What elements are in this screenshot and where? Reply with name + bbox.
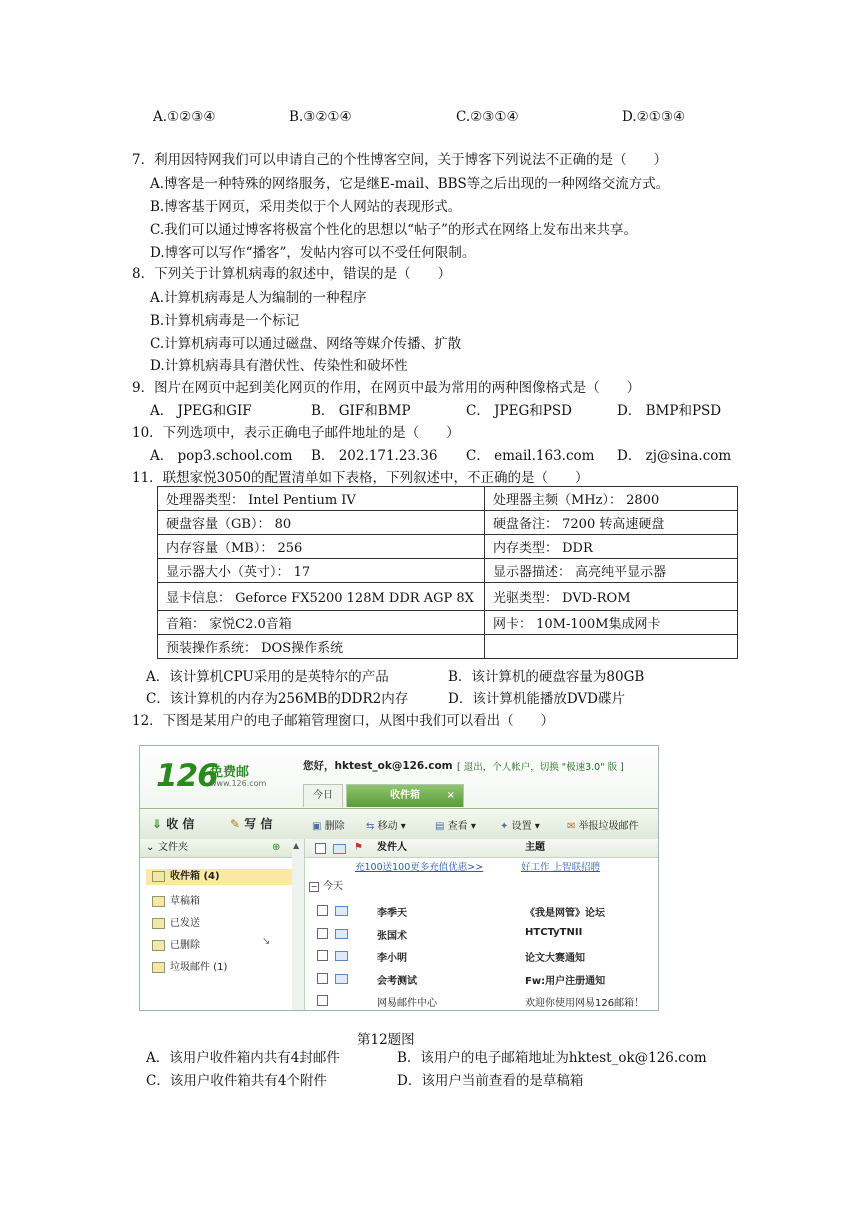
mail-logo-text: 免费邮: [210, 765, 250, 780]
folder-header: [140, 839, 292, 858]
q10-option-a: A． pop3.school.com: [150, 448, 293, 464]
view-icon: ▤: [435, 821, 445, 832]
table-row: [158, 535, 738, 559]
drafts-icon: [152, 896, 165, 907]
flag-icon[interactable]: ⚑: [354, 842, 363, 853]
table-row: [158, 583, 738, 611]
row-subject: Fw:用户注册通知: [525, 976, 606, 987]
spec-cell: [485, 635, 738, 659]
move-label: 移动: [377, 821, 398, 832]
sidebar-item-drafts[interactable]: [152, 892, 200, 907]
q11-option-a: A．该计算机CPU采用的是英特尔的产品: [146, 669, 389, 685]
arrow-down-icon: ⇓: [152, 817, 163, 831]
spec-cell: 处理器类型： Intel Pentium IV: [158, 487, 485, 511]
q7-stem: 7．利用因特网我们可以申请自己的个性博客空间，关于博客下列说法不正确的是（ ）: [132, 152, 668, 168]
q8-option-c: C.计算机病毒可以通过磁盘、网络等媒介传播、扩散: [150, 336, 462, 352]
select-all-checkbox[interactable]: [315, 843, 326, 854]
row-checkbox[interactable]: [317, 950, 328, 961]
spec-cell: 处理器主频（MHz）： 2800: [485, 487, 738, 511]
q11-option-d: D．该计算机能播放DVD碟片: [448, 691, 625, 707]
sidebar-item-inbox[interactable]: [146, 869, 292, 885]
q11-option-c: C．该计算机的内存为256MB的DDR2内存: [146, 691, 409, 707]
q9-option-c: C． JPEG和PSD: [466, 403, 572, 419]
mail-logo-url: www.126.com: [210, 779, 267, 788]
spec-cell: 显卡信息： Geforce FX5200 128M DDR AGP 8X: [158, 583, 485, 611]
q9-option-a: A． JPEG和GIF: [150, 403, 252, 419]
job-ad-link[interactable]: 好工作 上智联招聘: [521, 862, 601, 873]
sidebar-item-label: 已删除: [170, 940, 200, 951]
envelope-icon: [335, 951, 348, 961]
tab-today[interactable]: 今日: [303, 784, 343, 807]
view-label: 查看: [447, 821, 468, 832]
envelope-icon: [335, 974, 348, 984]
sidebar-item-spam[interactable]: [152, 958, 227, 973]
table-row: [158, 611, 738, 635]
settings-button[interactable]: ✦ 设置 ▾: [500, 821, 540, 832]
q12-stem: 12．下图是某用户的电子邮箱管理窗口，从图中我们可以看出（ ）: [132, 713, 555, 729]
spec-cell: 内存容量（MB）： 256: [158, 535, 485, 559]
row-checkbox[interactable]: [317, 995, 328, 1006]
inbox-icon: [152, 871, 165, 882]
add-folder-icon[interactable]: ⊕: [272, 842, 281, 853]
q8-stem: 8．下列关于计算机病毒的叙述中，错误的是（ ）: [132, 266, 452, 282]
spec-cell: 硬盘备注： 7200 转高速硬盘: [485, 511, 738, 535]
spec-cell: 光驱类型： DVD-ROM: [485, 583, 738, 611]
q9-option-d: D． BMP和PSD: [617, 403, 722, 419]
q9-option-b: B． GIF和BMP: [311, 403, 411, 419]
table-row: [158, 511, 738, 535]
mail-toolbar: [140, 808, 658, 840]
q11-option-b: B．该计算机的硬盘容量为80GB: [448, 669, 645, 685]
q10-option-c: C． email.163.com: [466, 448, 595, 464]
table-row[interactable]: [305, 967, 658, 989]
sidebar-item-label: 垃圾邮件 (1): [170, 962, 228, 973]
delete-button[interactable]: [312, 817, 345, 832]
spam-icon: [152, 962, 165, 973]
envelope-icon: [335, 906, 348, 916]
q12-option-d: D．该用户当前查看的是草稿箱: [397, 1073, 584, 1089]
q7-option-d: D.博客可以写作“播客”，发帖内容可以不受任何限制。: [150, 245, 476, 261]
trash-icon: ▣: [312, 821, 322, 832]
tab-inbox[interactable]: [346, 784, 464, 807]
q10-option-d: D． zj@sina.com: [617, 448, 732, 464]
row-sender: 李季天: [377, 908, 407, 919]
row-subject: HTCTyTNII: [525, 927, 583, 938]
mailbox-screenshot: [139, 745, 659, 1011]
row-sender: 会考测试: [377, 976, 417, 987]
spec-cell: 内存类型： DDR: [485, 535, 738, 559]
q12-option-c: C．该用户收件箱共有4个附件: [146, 1073, 327, 1089]
q10-option-b: B． 202.171.23.36: [311, 448, 438, 464]
table-row[interactable]: [305, 899, 658, 921]
sidebar-item-sent[interactable]: [152, 914, 200, 929]
table-row[interactable]: [305, 944, 658, 966]
list-header: [305, 839, 658, 858]
row-checkbox[interactable]: [317, 973, 328, 984]
write-label: 写 信: [244, 817, 273, 831]
receive-label: 收 信: [166, 817, 195, 831]
table-row: [158, 487, 738, 511]
q11-stem: 11．联想家悦3050的配置清单如下表格，下列叙述中，不正确的是（ ）: [132, 470, 589, 486]
sent-icon: [152, 918, 165, 929]
write-button[interactable]: [230, 815, 272, 832]
q7-option-c: C.我们可以通过博客将极富个性化的思想以“帖子”的形式在网络上发布出来共享。: [150, 222, 637, 238]
message-list: [305, 839, 658, 1010]
mail-greeting: 您好，hktest_ok@126.com: [303, 760, 453, 772]
q6-option-a: A.①②③④: [153, 109, 216, 125]
table-row: [158, 559, 738, 583]
spec-cell: 显示器描述： 高亮纯平显示器: [485, 559, 738, 583]
spec-cell: 显示器大小（英寸）： 17: [158, 559, 485, 583]
col-subject[interactable]: 主题: [525, 842, 545, 853]
mail-account-links[interactable]: [ 退出，个人帐户，切换 "极速3.0" 版 ]: [457, 762, 624, 773]
spec-cell: 预装操作系统： DOS操作系统: [158, 635, 485, 659]
q12-option-a: A．该用户收件箱内共有4封邮件: [146, 1050, 340, 1066]
folder-sidebar: [140, 839, 293, 1010]
q8-option-b: B.计算机病毒是一个标记: [150, 313, 300, 329]
spec-cell: 硬盘容量（GB）： 80: [158, 511, 485, 535]
folders-title: 文件夹: [158, 842, 188, 853]
table-row: [158, 635, 738, 659]
chevron-down-icon[interactable]: ⌄: [146, 842, 155, 853]
row-subject: 欢迎你使用网易126邮箱！: [525, 998, 645, 1009]
receive-button[interactable]: [152, 815, 194, 832]
sidebar-item-label: 草稿箱: [170, 896, 200, 907]
report-spam-label: 举报垃圾邮件: [578, 821, 639, 832]
row-subject: 论文大赛通知: [525, 953, 585, 964]
move-icon: ⇆: [366, 821, 375, 832]
q7-option-b: B.博客基于网页，采用类似于个人网站的表现形式。: [150, 199, 462, 215]
chevron-up-icon[interactable]: ▲: [293, 841, 300, 850]
table-row[interactable]: [305, 922, 658, 944]
spec-table: [157, 486, 738, 659]
row-subject: 《我是网管》论坛: [525, 908, 605, 919]
move-button[interactable]: ⇆ 移动 ▾: [366, 821, 406, 832]
empty-trash-icon[interactable]: ↘: [262, 936, 271, 947]
figure-caption: 第12题图: [357, 1032, 415, 1048]
report-spam-button[interactable]: [567, 817, 639, 832]
col-sender[interactable]: 发件人: [377, 842, 407, 853]
row-sender: 张国术: [377, 931, 407, 942]
q12-option-b: B．该用户的电子邮箱地址为hktest_ok@126.com: [397, 1050, 707, 1066]
wrench-icon: ✦: [500, 821, 509, 832]
spec-cell: 音箱： 家悦C2.0音箱: [158, 611, 485, 635]
tab-inbox-label: 收件箱: [390, 790, 420, 801]
row-checkbox[interactable]: [317, 905, 328, 916]
q7-option-a: A.博客是一种特殊的网络服务，它是继E-mail、BBS等之后出现的一种网络交流方式。: [150, 176, 670, 192]
q6-option-d: D.②①③④: [622, 109, 686, 125]
sidebar-item-label: 收件箱 (4): [170, 871, 220, 882]
mail-header: [140, 746, 658, 808]
q8-option-d: D.计算机病毒具有潜伏性、传染性和破坏性: [150, 358, 408, 374]
report-icon: ✉: [567, 821, 576, 832]
read-status-icon: [333, 844, 346, 854]
sidebar-scrollbar[interactable]: [292, 839, 305, 1010]
deleted-icon: [152, 940, 165, 951]
q9-stem: 9．图片在网页中起到美化网页的作用，在网页中最为常用的两种图像格式是（ ）: [132, 380, 641, 396]
q8-option-a: A.计算机病毒是人为编制的一种程序: [150, 290, 367, 306]
sidebar-item-deleted[interactable]: [152, 936, 271, 951]
close-icon[interactable]: ×: [446, 790, 455, 801]
spec-cell: 网卡： 10M-100M集成网卡: [485, 611, 738, 635]
row-sender: 李小明: [377, 953, 407, 964]
group-today[interactable]: [309, 877, 343, 892]
q10-stem: 10．下列选项中，表示正确电子邮件地址的是（ ）: [132, 425, 460, 441]
table-row[interactable]: [305, 989, 658, 1011]
group-today-label: 今天: [323, 881, 343, 892]
mail-logo-number: 126: [156, 758, 218, 794]
row-sender: 网易邮件中心: [377, 998, 437, 1009]
view-button[interactable]: ▤ 查看 ▾: [435, 821, 476, 832]
q6-option-c: C.②③①④: [456, 109, 519, 125]
sidebar-item-label: 已发送: [170, 918, 200, 929]
collapse-icon: −: [310, 882, 318, 891]
pencil-icon: ✎: [230, 817, 241, 831]
ad-link[interactable]: 充100送100更多充值优惠>>: [355, 862, 484, 873]
delete-label: 删除: [324, 821, 345, 832]
row-checkbox[interactable]: [317, 928, 328, 939]
q6-option-b: B.③②①④: [289, 109, 352, 125]
settings-label: 设置: [511, 821, 532, 832]
envelope-icon: [335, 929, 348, 939]
